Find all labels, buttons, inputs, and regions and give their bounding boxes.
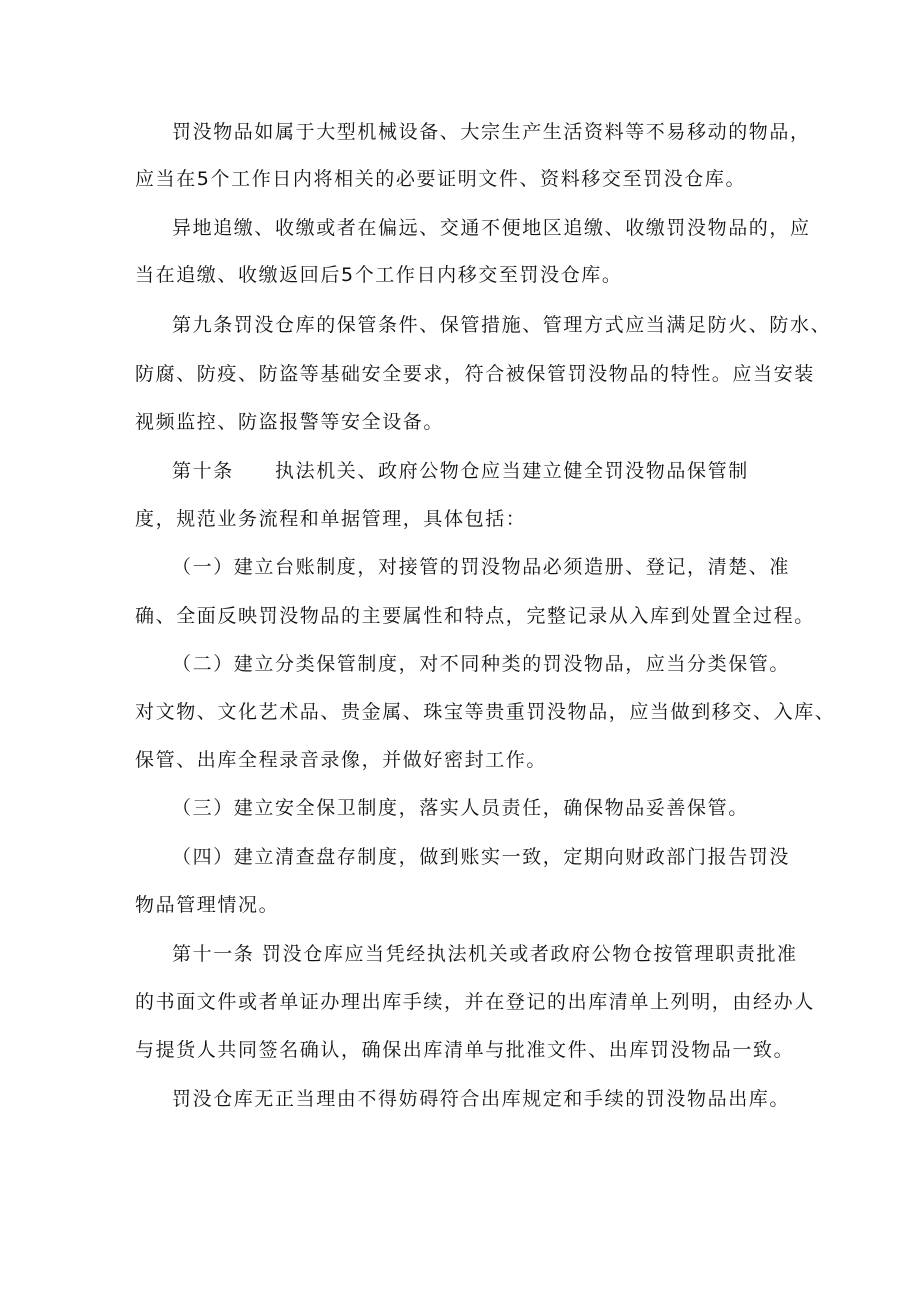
paragraph-2-line-1: 异地追缴、收缴或者在偏远、交通不便地区追缴、收缴罚没物品的，应 — [172, 217, 811, 239]
paragraph-1-line-1: 罚没物品如属于大型机械设备、大宗生产生活资料等不易移动的物品， — [172, 121, 811, 143]
paragraph-9-line-2: 的书面文件或者单证办理出库手续，并在登记的出库清单上列明，由经办人 — [135, 991, 815, 1013]
paragraph-9-line-3: 与提货人共同签名确认，确保出库清单与批准文件、出库罚没物品一致。 — [135, 1039, 795, 1061]
paragraph-6-line-3: 保管、出库全程录音录像，并做好密封工作。 — [135, 749, 548, 771]
paragraph-4-line-2: 度，规范业务流程和单据管理，具体包括： — [135, 508, 527, 530]
paragraph-6-line-2: 对文物、文化艺术品、贵金属、珠宝等贵重罚没物品，应当做到移交、入库、 — [135, 701, 836, 723]
paragraph-2-line-2: 当在追缴、收缴返回后5个工作日内移交至罚没仓库。 — [135, 264, 623, 286]
paragraph-5-line-1: （一）建立台账制度，对接管的罚没物品必须造册、登记，清楚、准 — [172, 556, 791, 578]
paragraph-7-line-1: （三）建立安全保卫制度，落实人员责任，确保物品妥善保管。 — [172, 797, 749, 819]
paragraph-8-line-1: （四）建立清查盘存制度，做到账实一致，定期向财政部门报告罚没 — [172, 846, 791, 868]
paragraph-1-line-2: 应当在5个工作日内将相关的必要证明文件、资料移交至罚没仓库。 — [135, 168, 747, 190]
paragraph-9-line-1: 第十一条 罚没仓库应当凭经执法机关或者政府公物仓按管理职责批准 — [172, 943, 798, 965]
paragraph-3-line-3: 视频监控、防盗报警等安全设备。 — [135, 411, 445, 433]
paragraph-6-line-1: （二）建立分类保管制度，对不同种类的罚没物品，应当分类保管。 — [172, 653, 791, 675]
paragraph-4-line-1: 第十条 执法机关、政府公物仓应当建立健全罚没物品保管制 — [172, 460, 749, 482]
paragraph-8-line-2: 物品管理情况。 — [135, 894, 280, 916]
paragraph-5-line-2: 确、全面反映罚没物品的主要属性和特点，完整记录从入库到处置全过程。 — [135, 605, 815, 627]
paragraph-10-line-1: 罚没仓库无正当理由不得妨碍符合出库规定和手续的罚没物品出库。 — [172, 1088, 791, 1110]
paragraph-3-line-2: 防腐、防疫、防盗等基础安全要求，符合被保管罚没物品的特性。应当安装 — [135, 363, 815, 385]
paragraph-3-line-1: 第九条罚没仓库的保管条件、保管措施、管理方式应当满足防火、防水、 — [172, 314, 832, 336]
